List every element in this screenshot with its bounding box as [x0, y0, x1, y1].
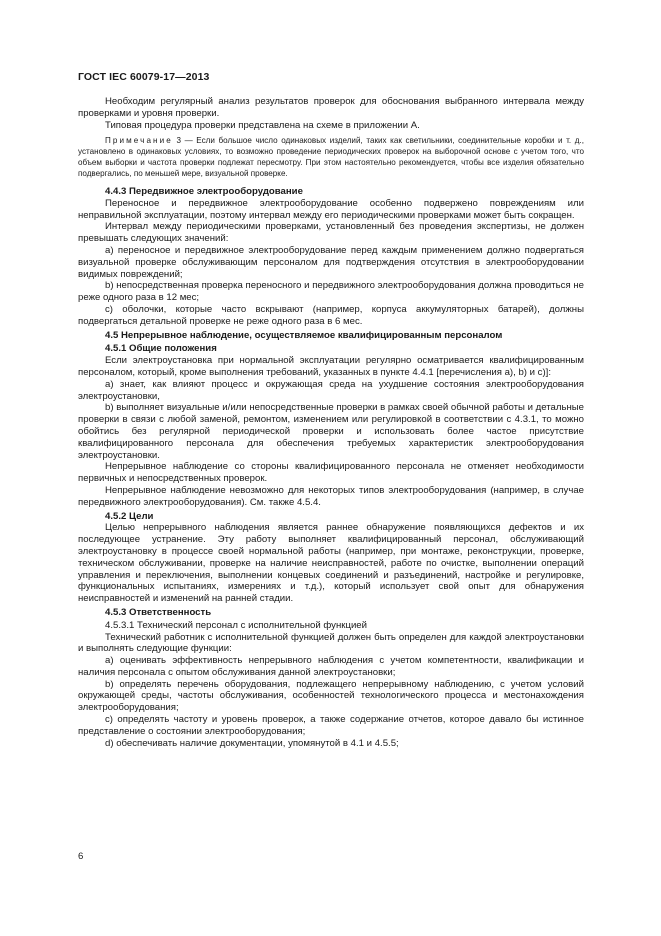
- paragraph: Целью непрерывного наблюдения является раннее обнаружение появляющихся дефектов и их последующее устранение. Эту работу выполняет квалифицированный персонал, обслуживающий электроустановку в процессе своей нормальной работы (например, при монтаже, реконструкции, проверке, техническом обслуживании, проверке на наличие неисправностей, работе по очистке, выполнении операций управления и переключения, выполнении концевых соединений и разъединений, настройке и регулировке, функциональных испытаниях, измерениях и т.д.), который использует свой опыт для обнаружения неисправностей и изменений на ранней стадии.: [78, 522, 584, 605]
- paragraph: Непрерывное наблюдение невозможно для некоторых типов электрооборудования (например, в случае передвижного электрооборудования). См. также 4.5.4.: [78, 484, 584, 508]
- subsection-heading-4-5-3-1: 4.5.3.1 Технический персонал с исполнительной функцией: [105, 619, 367, 631]
- list-item: d) обеспечивать наличие документации, упомянутой в 4.1 и 4.5.5;: [105, 737, 399, 749]
- list-item: b) определять перечень оборудования, подлежащего непрерывному наблюдению, с учетом условий окружающей среды, частоты обслуживания, особенностей технологического процесса и местонахождения электрооборудования;: [78, 678, 584, 714]
- note-label: Примечание: [105, 136, 173, 146]
- document-header: ГОСТ IEC 60079-17—2013: [78, 71, 210, 83]
- list-item: с) определять частоту и уровень проверок, а также содержание отчетов, которое давало бы истинное представление о состоянии электрооборудования;: [78, 714, 584, 737]
- page-number: 6: [78, 851, 84, 862]
- paragraph: Переносное и передвижное электрооборудование особенно подвержено повреждениям или неправильной эксплуатации, поэтому интервал между его периодическими проверками может быть сокращен.: [78, 197, 584, 221]
- paragraph: Необходим регулярный анализ результатов проверок для обоснования выбранного интервала между проверками и уровня проверки.: [78, 96, 584, 119]
- paragraph: Непрерывное наблюдение со стороны квалифицированного персонала не отменяет необходимости первичных и непосредственных проверок.: [78, 461, 584, 485]
- section-heading-4-4-3: 4.4.3 Передвижное электрооборудование: [105, 186, 303, 198]
- list-item: а) переносное и передвижное электрооборудование перед каждым применением должно подвергаться визуальной проверке обслуживающим персоналом для подтверждения отсутствия в электрооборудовании видимых повреждений;: [78, 245, 584, 280]
- section-heading-4-5-1: 4.5.1 Общие положения: [105, 343, 217, 355]
- list-item: с) оболочки, которые часто вскрывают (например, корпуса аккумуляторных батарей), должны подвергаться детальной проверке не реже одного раза в 6 мес.: [78, 303, 584, 327]
- note-text: 3 — Если большое число одинаковых изделий, таких как светильники, соединительные коробки и т. д., установлено в одинаковых условиях, то возможно проведение периодических проверок на выборочной основе с учетом того, что объем выборки и частота проверки подлежат пересмотру. При этом настоятельно рекомендуется, чтобы все изделия обязательно подвергались, по меньшей мере, визуальной проверке.: [78, 136, 584, 179]
- list-item: b) непосредственная проверка переносного и передвижного электрооборудования должна проводиться не реже одного раза в 12 мес;: [78, 280, 584, 304]
- paragraph: Технический работник с исполнительной функцией должен быть определен для каждой электроустановки и выполнять следующие функции:: [78, 631, 584, 655]
- section-heading-4-5-3: 4.5.3 Ответственность: [105, 606, 212, 618]
- paragraph: Интервал между периодическими проверками, установленный без проведения экспертизы, не должен превышать следующих значений:: [78, 221, 584, 245]
- paragraph: Типовая процедура проверки представлена на схеме в приложении А.: [105, 119, 420, 131]
- section-heading-4-5: 4.5 Непрерывное наблюдение, осуществляемое квалифицированным персоналом: [105, 329, 503, 341]
- paragraph: Если электроустановка при нормальной эксплуатации регулярно осматривается квалифицированным персоналом, который, кроме выполнения требований, указанных в пункте 4.4.1 [перечисления а), b) и с)]:: [78, 355, 584, 378]
- list-item: а) оценивать эффективность непрерывного наблюдения с учетом компетентности, квалификации и наличия персонала с опытом обслуживания данной электроустановки;: [78, 655, 584, 678]
- section-heading-4-5-2: 4.5.2 Цели: [105, 510, 154, 522]
- list-item: b) выполняет визуальные и/или непосредственные проверки в рамках своей обычной работы и детальные проверки в связи с любой заменой, ремонтом, изменением или регулировкой в соответствии с 4.3.1, то можно обойтись без регулярной периодической проверки и использовать более частое присутствие квалифицированного персонала для обеспечения требуемых характеристик электрооборудования электроустановки.: [78, 402, 584, 461]
- list-item: а) знает, как влияют процесс и окружающая среда на ухудшение состояния электрооборудования электроустановки,: [78, 378, 584, 402]
- document-body: [78, 96, 584, 749]
- note-paragraph: [78, 136, 584, 180]
